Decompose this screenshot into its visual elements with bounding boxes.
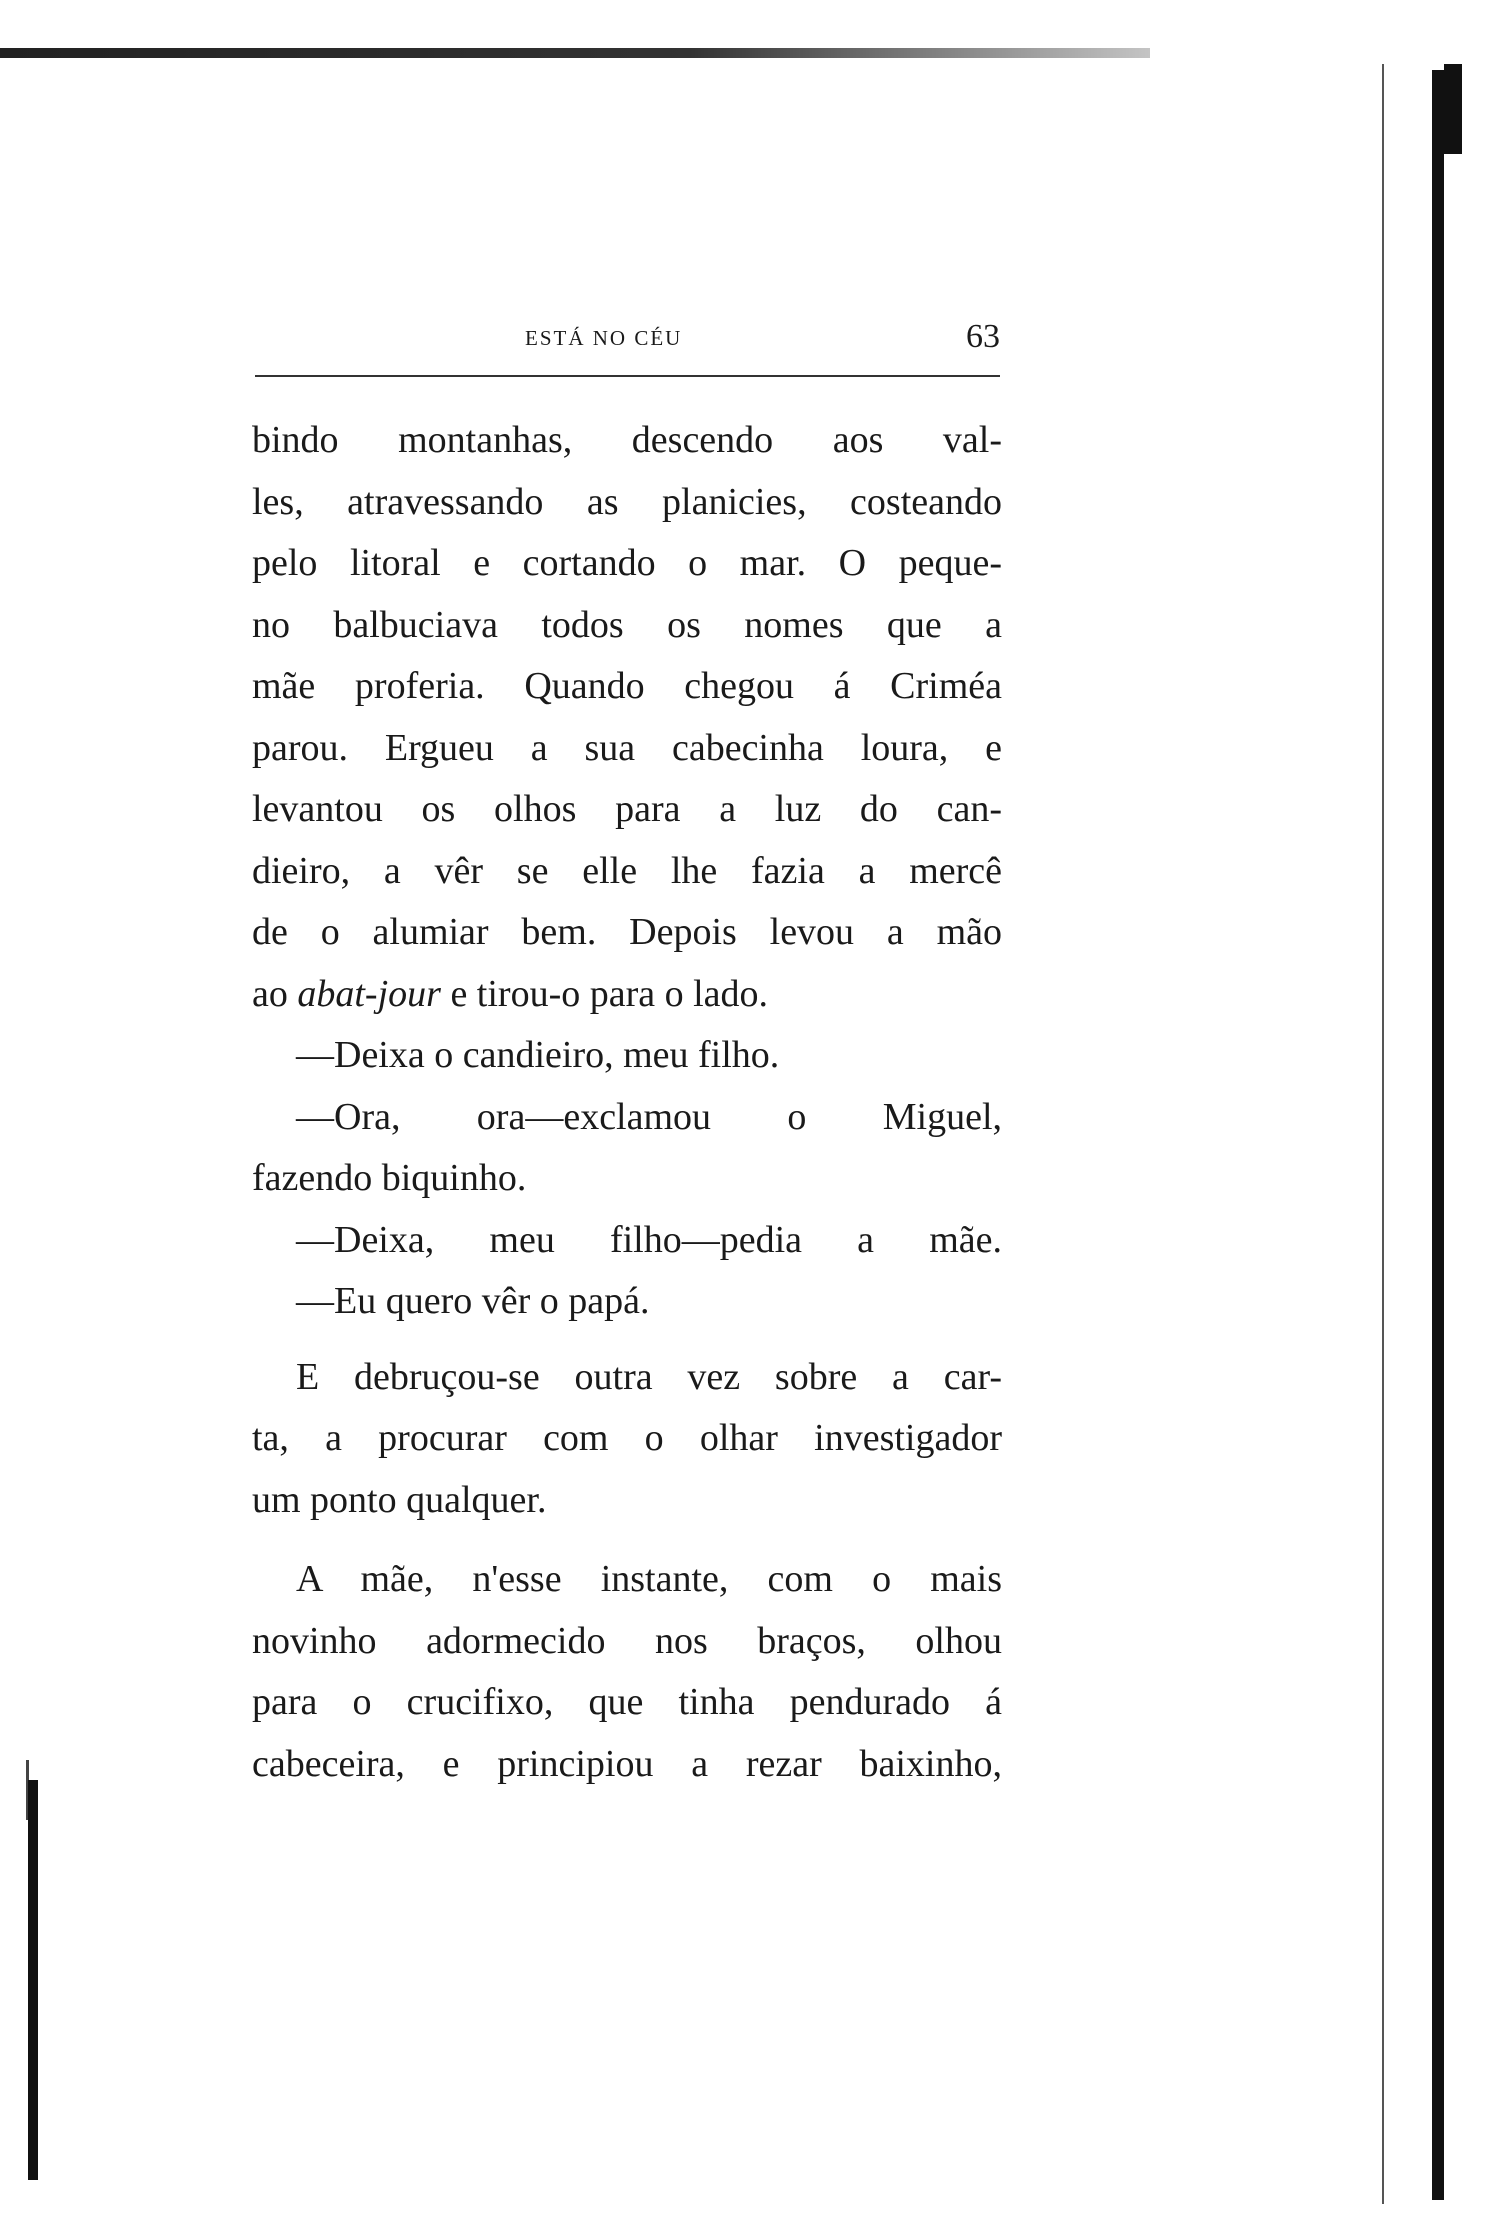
text-line: um ponto qualquer. (252, 1478, 547, 1521)
scan-left-edge-shadow (28, 1780, 38, 2180)
text-line: ta, a procurar com o olhar investigador (252, 1417, 1002, 1459)
scan-right-binding-shadow (1432, 70, 1444, 2200)
text-line: cabeceira, e principiou a rezar baixinho, (252, 1742, 1002, 1785)
text-fragment: e tirou-o para o lado. (440, 972, 769, 1015)
dialogue-line: —Deixa, meu filho—pedia a mãe. (296, 1218, 1002, 1261)
dialogue-line: —Deixa o candieiro, meu filho. (296, 1034, 780, 1076)
page-number: 63 (966, 318, 1000, 355)
text-line: les, atravessando as planicies, costeando (252, 480, 1002, 523)
scan-right-border (1382, 64, 1468, 2204)
text-line: fazendo biquinho. (252, 1157, 527, 1199)
dialogue-line: —Ora, ora—exclamou o Miguel, (296, 1095, 1002, 1138)
text-line: levantou os olhos para a luz do can- (252, 788, 1002, 830)
italic-term: abat-jour (297, 972, 441, 1015)
text-line: bindo montanhas, descendo aos val- (252, 419, 1002, 461)
text-line: dieiro, a vêr se elle lhe fazia a mercê (252, 849, 1002, 892)
text-line: pelo litoral e cortando o mar. O peque- (252, 542, 1002, 584)
text-line (252, 964, 1002, 1026)
dialogue-line: —Eu quero vêr o papá. (296, 1280, 650, 1322)
body-text (252, 410, 1002, 1795)
text-line: novinho adormecido nos braços, olhou (252, 1619, 1002, 1662)
text-line: parou. Ergueu a sua cabecinha loura, e (252, 726, 1002, 769)
scan-right-notch (1444, 64, 1462, 154)
running-title: ESTÁ NO CÉU (525, 326, 683, 350)
text-line: de o alumiar bem. Depois levou a mão (252, 911, 1002, 953)
text-fragment: ao (252, 972, 298, 1015)
text-line: mãe proferia. Quando chegou á Criméa (252, 665, 1002, 707)
scan-top-edge (0, 48, 1150, 58)
text-line: no balbuciava todos os nomes que a (252, 603, 1002, 646)
page-header (255, 318, 1000, 366)
text-line: E debruçou-se outra vez sobre a car- (296, 1355, 1002, 1398)
text-line: A mãe, n'esse instante, com o mais (296, 1558, 1002, 1600)
text-line: para o crucifixo, que tinha pendurado á (252, 1681, 1002, 1723)
header-rule (255, 375, 1000, 377)
